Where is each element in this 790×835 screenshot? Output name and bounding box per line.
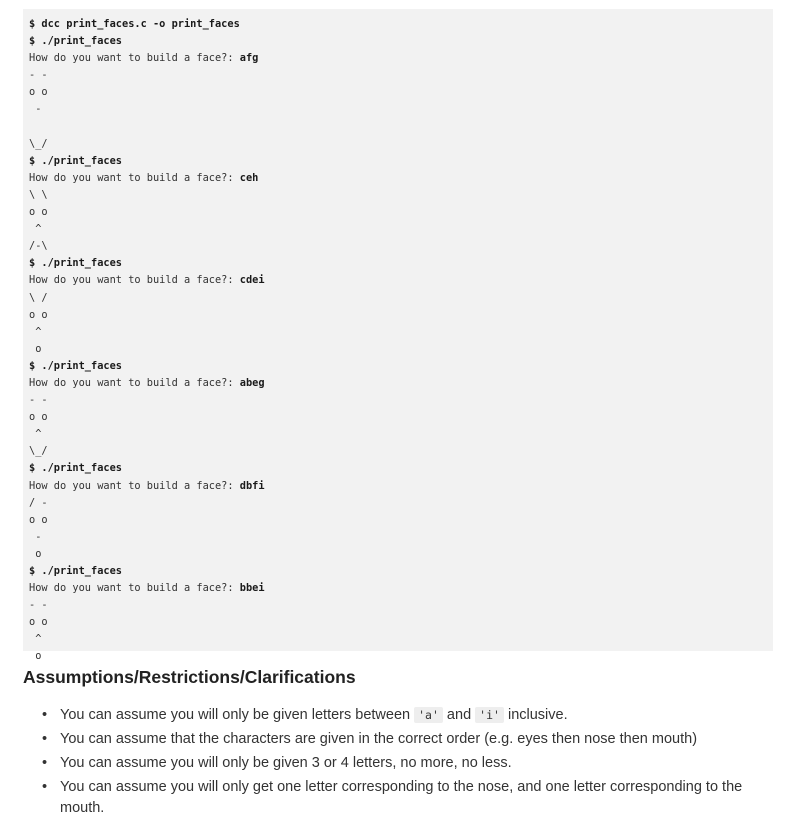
bullet-icon: • [42,707,48,723]
prompt-text: How do you want to build a face?: [29,52,240,65]
terminal-prompt-line [29,272,773,289]
list-item-text: inclusive. [503,707,568,723]
list-item-text: You can assume that the characters are given in the correct order (e.g. eyes then nose then mouth) [60,731,698,747]
terminal-output-line: o o [29,616,48,629]
user-input-text: bbei [239,582,265,595]
terminal-output-line [29,119,773,136]
terminal-prompt-line [29,580,773,597]
list-item [23,753,773,774]
terminal-output-line: ^ [29,633,42,646]
prompt-text: How do you want to build a face?: [29,376,240,389]
prompt-text: How do you want to build a face?: [29,479,240,492]
bullet-icon: • [42,731,48,747]
terminal-output-line: o [29,342,42,355]
terminal-lines [29,16,773,666]
list-item-text: and [442,707,476,723]
user-input-text: afg [239,52,259,65]
terminal-output-line: / - [29,496,48,509]
user-input-text: cdei [239,274,265,287]
list-item [23,705,773,726]
terminal-command-line: $ ./print_faces [29,35,122,48]
bullet-icon: • [42,755,48,771]
bullet-icon: • [42,779,48,795]
terminal-output-line: o [29,547,42,560]
inline-code: 'a' [414,707,443,723]
terminal-command-line: $ ./print_faces [29,257,122,270]
terminal-output-line: /-\ [29,240,48,253]
terminal-output-line: o o [29,86,48,99]
prompt-text: How do you want to build a face?: [29,171,240,184]
prompt-text: How do you want to build a face?: [29,274,240,287]
list-item [23,729,773,750]
user-input-text: abeg [239,376,265,389]
terminal-output-line: - [29,530,42,543]
terminal-output-line: o [29,650,42,663]
terminal-prompt-line [29,50,773,67]
terminal-output-line: - - [29,394,48,407]
terminal-command-line: $ dcc print_faces.c -o print_faces [29,18,240,30]
list-item [23,777,773,819]
terminal-output-line: ^ [29,223,42,236]
terminal-prompt-line [29,170,773,187]
terminal-prompt-line [29,478,773,495]
terminal-output-line: ^ [29,325,42,338]
prompt-text: How do you want to build a face?: [29,582,240,595]
terminal-output-line: - - [29,599,48,612]
terminal-prompt-line [29,375,773,392]
terminal-output-line: \ / [29,291,48,304]
inline-code: 'i' [475,707,504,723]
terminal-output-line: \_/ [29,137,48,150]
list-item-text: You can assume you will only be given 3 or 4 letters, no more, no less. [60,755,512,771]
terminal-output-line: ^ [29,428,42,441]
terminal-output-line: - - [29,69,48,82]
terminal-output-line: o o [29,206,48,219]
terminal-output-block [23,9,773,663]
terminal-command-line: $ ./print_faces [29,359,122,372]
terminal-output-line: \_/ [29,445,48,458]
terminal-output-line: o o [29,411,48,424]
terminal-command-line: $ ./print_faces [29,154,122,167]
terminal-command-line: $ ./print_faces [29,462,122,475]
terminal-output-line: \ \ [29,188,48,201]
terminal-output-line: - [29,103,42,116]
user-input-text: ceh [239,171,259,184]
terminal-output-line: o o [29,513,48,526]
list-item-text: You can assume you will only get one letter corresponding to the nose, and one letter corresponding to the mouth. [60,779,743,816]
terminal-command-line: $ ./print_faces [29,565,122,577]
list-item-text: You can assume you will only be given letters between [60,707,415,723]
section-heading: Assumptions/Restrictions/Clarifications [23,667,356,687]
user-input-text: dbfi [239,479,265,492]
assumptions-list [23,705,773,822]
terminal-output-line: o o [29,308,48,321]
